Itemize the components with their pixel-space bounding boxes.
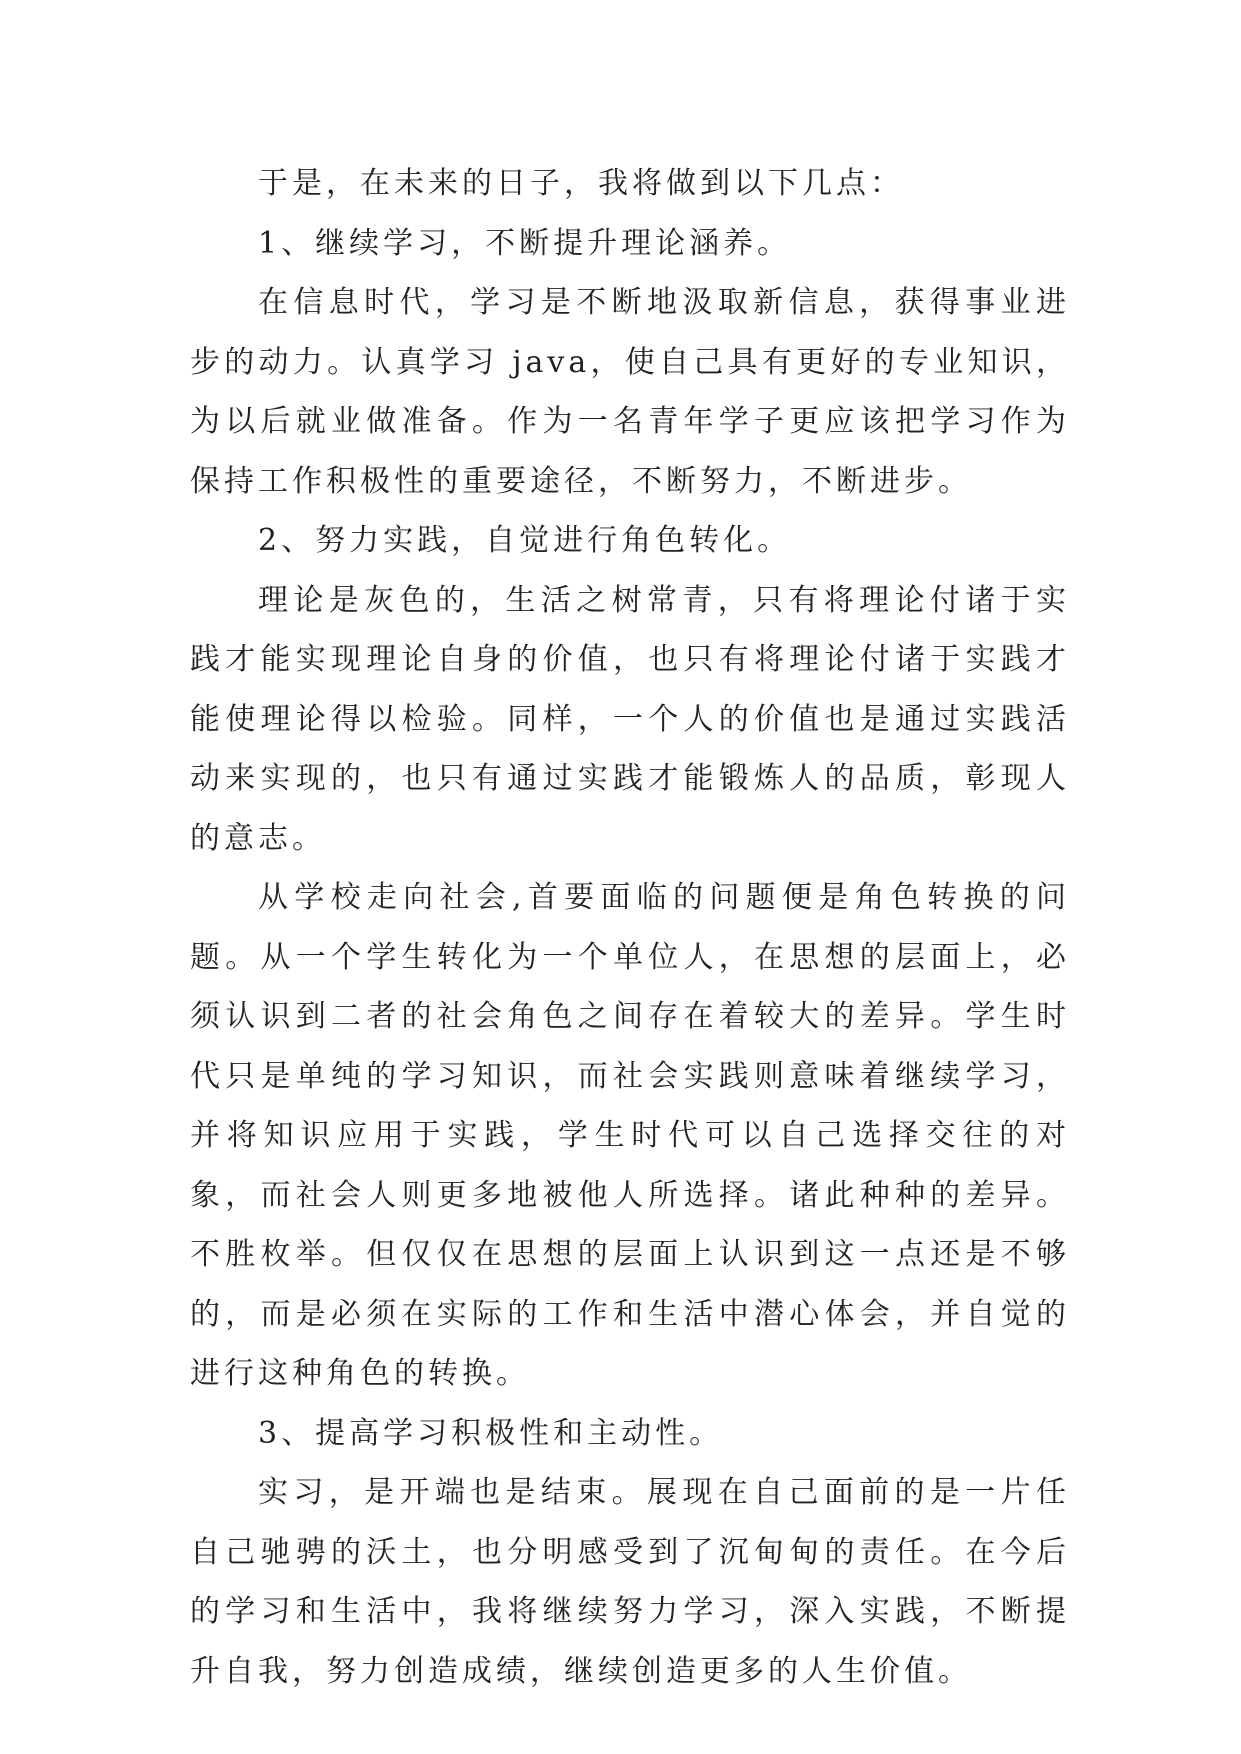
paragraph-practice: 理论是灰色的，生活之树常青，只有将理论付诸于实践才能实现理论自身的价值，也只有将理论付诸于实践才能使理论得以检验。同样，一个人的价值也是通过实践活动来实现的，也只有通过实践才能锻炼人的品质，彰现人的意志。 [190, 582, 1070, 856]
heading-point-2: 2、努力实践，自觉进行角色转化。 [258, 523, 792, 558]
heading-point-3: 3、提高学习积极性和主动性。 [258, 1415, 724, 1451]
document-body [190, 154, 1070, 1701]
paragraph-learning: 在信息时代，学习是不断地汲取新信息，获得事业进步的动力。认真学习 java，使自己具有更好的专业知识，为以后就业做准备。作为一名青年学子更应该把学习作为保持工作积极性的重要途径，不断努力，不断进步。 [190, 285, 1070, 499]
paragraph-conclusion: 实习，是开端也是结束。展现在自己面前的是一片任自己驰骋的沃土，也分明感受到了沉甸甸的责任。在今后的学习和生活中，我将继续努力学习，深入实践，不断提升自我，努力创造成绩，继续创造更多的人生价值。 [190, 1475, 1070, 1689]
paragraph-role-change: 从学校走向社会,首要面临的问题便是角色转换的问题。从一个学生转化为一个单位人，在思想的层面上，必须认识到二者的社会角色之间存在着较大的差异。学生时代只是单纯的学习知识，而社会实践则意味着继续学习，并将知识应用于实践，学生时代可以自己选择交往的对象，而社会人则更多地被他人所选择。诸此种种的差异。不胜枚举。但仅仅在思想的层面上认识到这一点还是不够的，而是必须在实际的工作和生活中潜心体会，并自觉的进行这种角色的转换。 [190, 880, 1070, 1391]
paragraph-intro: 于是，在未来的日子，我将做到以下几点： [258, 166, 904, 201]
heading-point-1: 1、继续学习，不断提升理论涵养。 [258, 225, 792, 261]
